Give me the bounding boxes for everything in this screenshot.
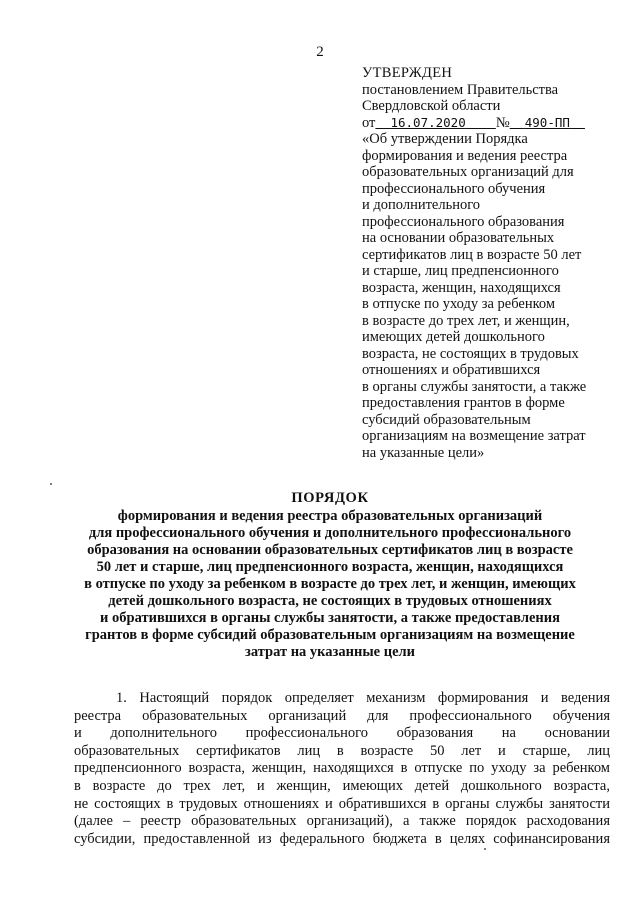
approval-block — [362, 65, 612, 461]
approval-description-line: организациям на возмещение затрат — [362, 428, 586, 444]
order-subtitle-line: 50 лет и старше, лиц предпенсионного возраста, женщин, находящихся — [96, 559, 564, 575]
paragraph-line: в возрасте до трех лет, и женщин, имеющих детей дошкольного возраста, — [74, 777, 610, 794]
order-heading-block — [60, 490, 600, 661]
number-value: 490-ПП — [524, 114, 570, 130]
date-value: 16.07.2020 — [390, 114, 466, 130]
scan-speck — [484, 848, 486, 850]
order-subtitle-line: формирования и ведения реестра образовательных организаций — [117, 508, 543, 524]
approval-description-line: и дополнительного — [362, 197, 481, 213]
paragraph-line: субсидии, предоставленной из федерального бюджета в целях софинансирования — [74, 830, 610, 847]
approval-line-1: постановлением Правительства — [362, 81, 559, 98]
date-prefix: от — [362, 114, 376, 131]
order-subtitle-line: и обратившихся в органы службы занятости, а также предоставления — [100, 610, 560, 626]
approval-description-line: на основании образовательных — [362, 230, 555, 246]
approval-description-line: возраста, женщин, находящихся — [362, 279, 561, 296]
approval-description-line: отношениях и обратившихся — [362, 362, 541, 378]
order-subtitle-line: в отпуске по уходу за ребенком в возрасте до трех лет, и женщин, имеющих — [84, 576, 576, 592]
paragraph-line: реестра образовательных организаций для профессионального обучения — [74, 707, 610, 724]
order-title: ПОРЯДОК — [291, 490, 369, 506]
approval-description-line: «Об утверждении Порядка — [362, 131, 528, 147]
approval-description-line: имеющих детей дошкольного — [362, 329, 545, 345]
paragraph-line: не состоящих в трудовых отношениях и обратившихся в органы службы занятости — [74, 795, 610, 812]
approval-description — [362, 131, 612, 461]
paragraph-line: (далее – реестр образовательных организаций), а также порядок расходования — [74, 813, 610, 830]
approval-description-line: профессионального образования — [362, 213, 565, 230]
paragraph-line: образовательных сертификатов лиц в возрасте 50 лет и старше, лиц — [74, 742, 610, 759]
order-subtitle-line: грантов в форме субсидий образовательным организациям на возмещение — [85, 627, 575, 643]
order-subtitle-line: детей дошкольного возраста, не состоящих в трудовых отношениях — [108, 593, 552, 609]
paragraph-line: и дополнительного профессионального образования на основании — [74, 725, 610, 742]
approval-description-line: предоставления грантов в форме — [362, 395, 565, 411]
approval-heading: УТВЕРЖДЕН — [362, 65, 453, 81]
scan-speck — [50, 483, 52, 485]
order-subtitle-line: затрат на указанные цели — [245, 644, 415, 660]
approval-description-line: в возрасте до трех лет, и женщин, — [362, 312, 570, 329]
approval-date-number-line — [362, 115, 612, 132]
approval-description-line: на указанные цели» — [362, 444, 485, 461]
order-subtitle-line: образования на основании образовательных сертификатов лиц в возрасте — [87, 542, 573, 558]
approval-description-line: профессионального обучения — [362, 180, 546, 197]
approval-description-line: формирования и ведения реестра — [362, 147, 568, 164]
paragraph-line: 1. Настоящий порядок определяет механизм формирования и ведения — [116, 690, 610, 706]
approval-description-line: в органы службы занятости, а также — [362, 378, 587, 395]
approval-description-line: возраста, не состоящих в трудовых — [362, 345, 579, 362]
paragraph-line: предпенсионного возраста, женщин, находящихся в отпуске по уходу за ребенком — [74, 760, 610, 777]
approval-description-line: и старше, лиц предпенсионного — [362, 263, 559, 279]
number-prefix: № — [495, 114, 510, 131]
approval-description-line: субсидий образовательным — [362, 411, 531, 428]
paragraph-1 — [74, 690, 610, 848]
order-subtitle-line: для профессионального обучения и дополнительного профессионального — [88, 525, 572, 541]
approval-line-2: Свердловской области — [362, 98, 501, 114]
page-number: 2 — [316, 44, 324, 60]
approval-description-line: в отпуске по уходу за ребенком — [362, 296, 556, 312]
approval-description-line: сертификатов лиц в возрасте 50 лет — [362, 246, 582, 263]
approval-description-line: образовательных организаций для — [362, 164, 574, 180]
